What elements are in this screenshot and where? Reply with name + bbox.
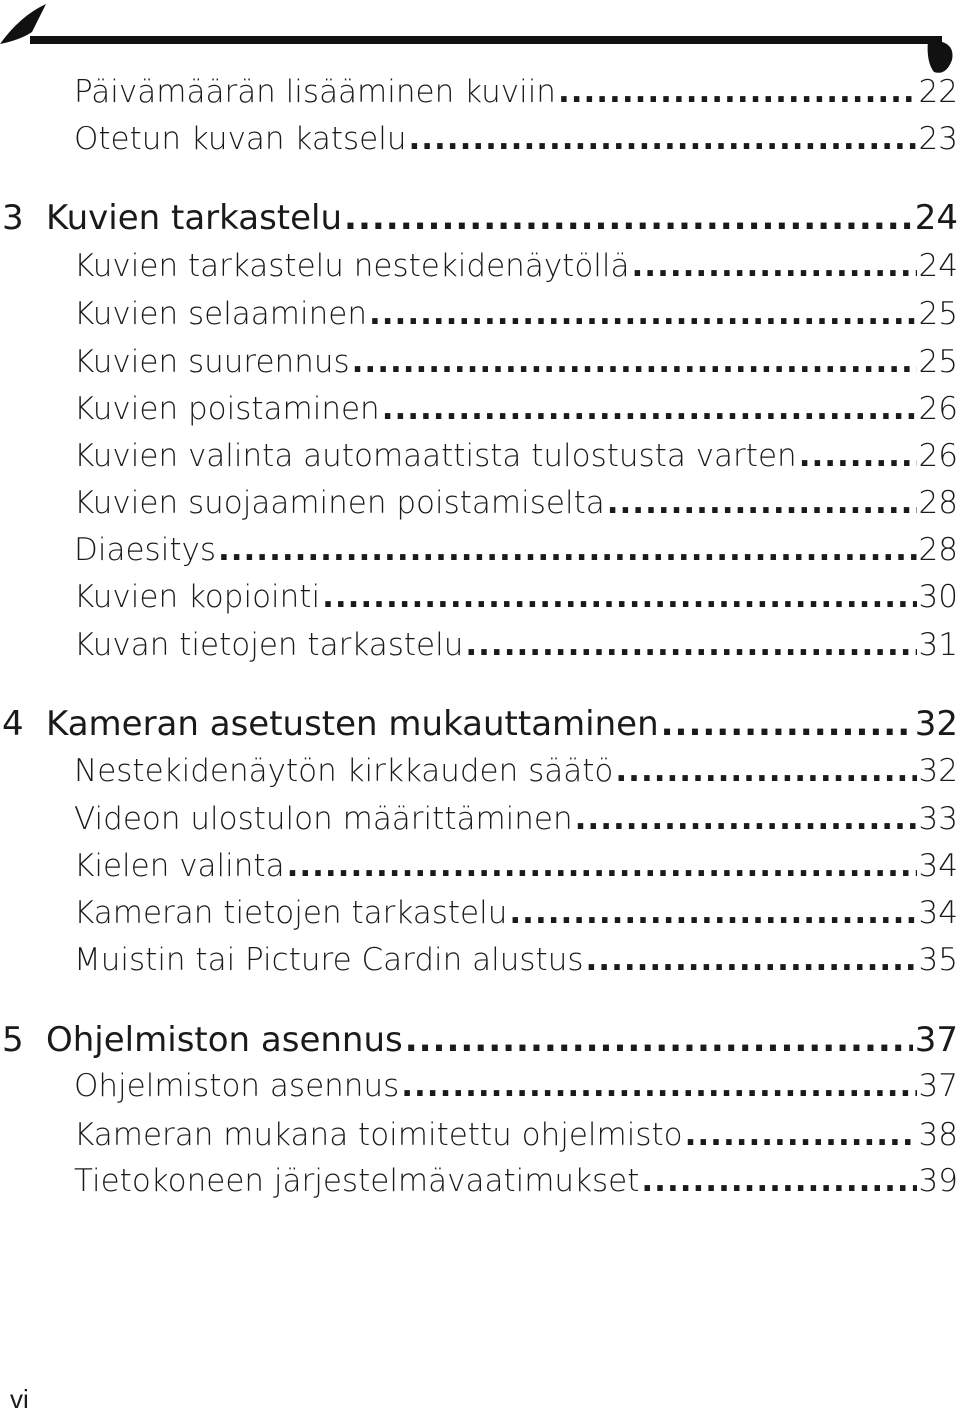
entry-title: Muistin tai Picture Cardin alustus (74, 942, 584, 978)
dot-leader (369, 296, 917, 332)
dot-leader (632, 248, 917, 284)
entry-title: Kielen valinta (74, 848, 285, 884)
entry-page-number: 31 (918, 627, 958, 663)
dot-leader (287, 848, 917, 884)
entry-title: Videon ulostulon määrittäminen (74, 801, 573, 837)
header-line (30, 36, 942, 44)
dot-leader (607, 485, 917, 521)
toc-entry[interactable] (74, 1117, 958, 1153)
dot-leader (586, 942, 917, 978)
dot-leader (661, 704, 913, 744)
entry-page-number: 25 (918, 296, 958, 332)
entry-title: Kuvien suojaaminen poistamiselta (74, 485, 605, 521)
toc-chapter-entry[interactable] (2, 1020, 958, 1060)
entry-title: Kuvien tarkastelu (46, 198, 343, 238)
entry-page-number: 28 (918, 485, 958, 521)
toc-chapter-entry[interactable] (2, 198, 958, 238)
entry-title: Kuvien tarkastelu nestekidenäytöllä (74, 248, 630, 284)
entry-title: Kuvien suurennus (74, 344, 350, 380)
entry-title: Kuvan tietojen tarkastelu (74, 627, 464, 663)
toc-entry[interactable] (74, 485, 958, 521)
entry-title: Kuvien kopiointi (74, 579, 321, 615)
entry-page-number: 32 (914, 704, 958, 744)
dot-leader (509, 895, 916, 931)
toc-entry[interactable] (74, 438, 958, 474)
chapter-number: 4 (2, 704, 24, 744)
entry-title: Päivämäärän lisääminen kuviin (74, 74, 556, 110)
toc-entry[interactable] (74, 121, 958, 157)
entry-page-number: 22 (918, 74, 958, 110)
entry-title: Kuvien poistaminen (74, 391, 380, 427)
entry-page-number: 35 (918, 942, 958, 978)
entry-page-number: 32 (918, 753, 958, 789)
toc-entry[interactable] (74, 344, 958, 380)
dot-leader (558, 74, 917, 110)
dot-leader (382, 391, 917, 427)
entry-page-number: 30 (918, 579, 958, 615)
dot-leader (465, 627, 916, 663)
toc-entry[interactable] (74, 532, 958, 568)
entry-title: Kameran asetusten mukauttaminen (46, 704, 659, 744)
entry-page-number: 34 (918, 895, 958, 931)
entry-page-number: 28 (918, 532, 958, 568)
entry-page-number: 33 (918, 801, 958, 837)
entry-page-number: 23 (918, 121, 958, 157)
entry-title: Kameran tietojen tarkastelu (74, 895, 508, 931)
entry-page-number: 37 (918, 1068, 958, 1104)
toc-entry[interactable] (74, 942, 958, 978)
entry-page-number: 26 (918, 391, 958, 427)
entry-page-number: 34 (918, 848, 958, 884)
chapter-number: 3 (2, 198, 24, 238)
toc-entry[interactable] (74, 296, 958, 332)
dot-leader (401, 1068, 916, 1104)
entry-page-number: 26 (918, 438, 958, 474)
toc-entry[interactable] (74, 848, 958, 884)
entry-page-number: 37 (914, 1020, 958, 1060)
entry-title: Diaesitys (74, 532, 216, 568)
dot-leader (352, 344, 917, 380)
page-number: vi (10, 1384, 29, 1414)
dot-leader (322, 579, 916, 615)
toc-chapter-entry[interactable] (2, 704, 958, 744)
toc-entry[interactable] (74, 627, 958, 663)
toc-entry[interactable] (74, 248, 958, 284)
entry-title: Kameran mukana toimitettu ohjelmisto (74, 1117, 683, 1153)
entry-page-number: 24 (918, 248, 958, 284)
toc-entry[interactable] (74, 579, 958, 615)
entry-page-number: 25 (918, 344, 958, 380)
dot-leader (615, 753, 916, 789)
toc-entry[interactable] (74, 391, 958, 427)
toc-entry[interactable] (74, 895, 958, 931)
toc-entry[interactable] (74, 1068, 958, 1104)
dot-leader (799, 438, 917, 474)
entry-title: Ohjelmiston asennus (74, 1068, 400, 1104)
header-rule (0, 0, 960, 80)
entry-title: Tietokoneen järjestelmävaatimukset (74, 1163, 640, 1199)
toc-entry[interactable] (74, 753, 958, 789)
entry-title: Kuvien valinta automaattista tulostusta varten (74, 438, 797, 474)
entry-page-number: 39 (918, 1163, 958, 1199)
entry-title: Nestekidenäytön kirkkauden säätö (74, 753, 614, 789)
dot-leader (218, 532, 917, 568)
header-end-drop (928, 40, 953, 73)
dot-leader (685, 1117, 917, 1153)
entry-page-number: 24 (914, 198, 958, 238)
chapter-number: 5 (2, 1020, 24, 1060)
dot-leader (344, 198, 913, 238)
toc-entry[interactable] (74, 74, 958, 110)
dot-leader (575, 801, 917, 837)
dot-leader (408, 121, 916, 157)
toc-entry[interactable] (74, 1163, 958, 1199)
dot-leader (405, 1020, 913, 1060)
entry-title: Ohjelmiston asennus (46, 1020, 403, 1060)
entry-page-number: 38 (918, 1117, 958, 1153)
toc-entry[interactable] (74, 801, 958, 837)
entry-title: Otetun kuvan katselu (74, 121, 407, 157)
entry-title: Kuvien selaaminen (74, 296, 367, 332)
dot-leader (641, 1163, 916, 1199)
